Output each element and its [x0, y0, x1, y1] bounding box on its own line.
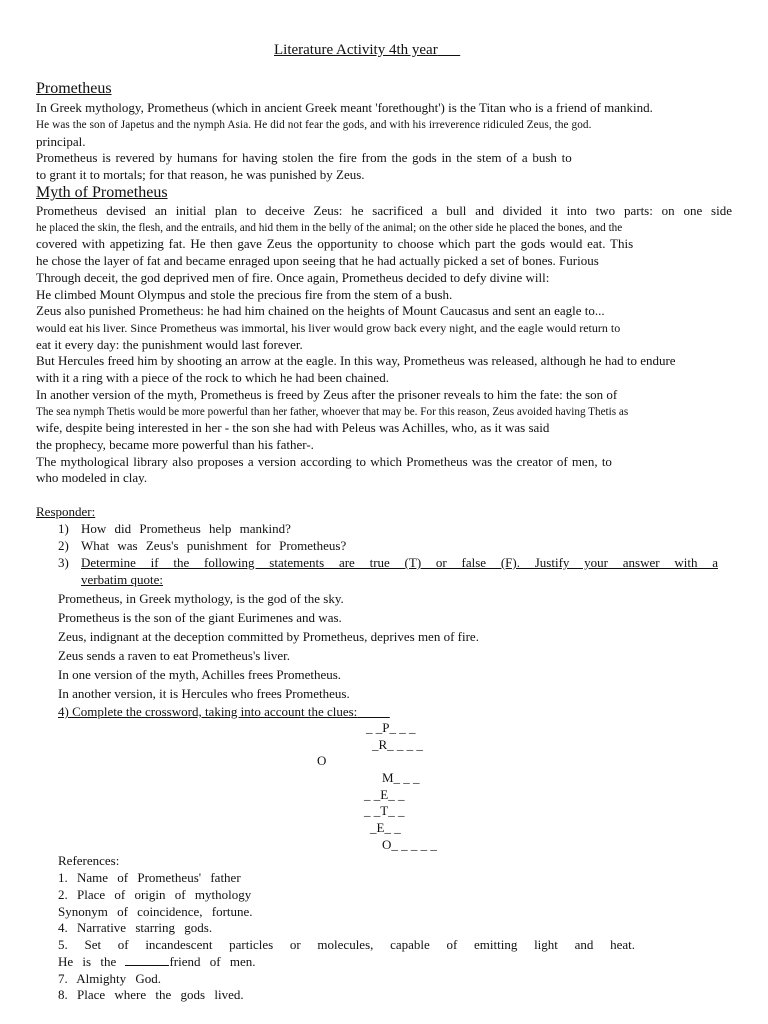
- reference-clue: He is the friend of men.: [58, 954, 256, 969]
- statement: Prometheus, in Greek mythology, is the god of the sky.: [58, 591, 344, 606]
- crossword-row: _R_ _ _ _: [372, 737, 423, 752]
- section-heading-myth: Myth of Prometheus: [36, 184, 168, 201]
- question-number: 1): [58, 521, 69, 536]
- section-heading-prometheus: Prometheus: [36, 80, 112, 97]
- paragraph-line: Prometheus devised an initial plan to deceive Zeus: he sacrificed a bull and divided it into two parts: on one side: [36, 203, 732, 218]
- paragraph-line: Zeus also punished Prometheus: he had him chained on the heights of Mount Caucasus and sent an eagle to...: [36, 303, 605, 318]
- paragraph-line: wife, despite being interested in her - the son she had with Peleus was Achilles, who, as it was said: [36, 420, 550, 435]
- question-2: What was Zeus's punishment for Prometheus?: [81, 538, 347, 553]
- statement: In one version of the myth, Achilles frees Prometheus.: [58, 667, 342, 682]
- reference-clue: Synonym of coincidence, fortune.: [58, 904, 253, 919]
- paragraph-line: would eat his liver. Since Prometheus was immortal, his liver would grow back every night, and the eagle would return to: [36, 321, 621, 335]
- paragraph-line: principal.: [36, 134, 86, 149]
- reference-clue: 5. Set of incandescent particles or molecules, capable of emitting light and heat.: [58, 937, 635, 952]
- statement: Prometheus is the son of the giant Eurimenes and was.: [58, 610, 342, 625]
- statement: Zeus, indignant at the deception committed by Prometheus, deprives men of fire.: [58, 629, 479, 644]
- statement: In another version, it is Hercules who frees Prometheus.: [58, 686, 350, 701]
- paragraph-line: he chose the layer of fat and became enraged upon seeing that he had actually picked a set of bones. Furious: [36, 253, 599, 268]
- paragraph-line: covered with appetizing fat. He then gave Zeus the opportunity to choose which part the gods would eat. This: [36, 236, 634, 251]
- question-number: 3): [58, 555, 69, 570]
- paragraph-line: who modeled in clay.: [36, 470, 148, 485]
- crossword-row: _ _E_ _: [364, 787, 405, 802]
- paragraph-line: The sea nymph Thetis would be more powerful than her father, whoever that may be. For this reason, Zeus avoided having Thetis as: [36, 406, 629, 418]
- answer-blank[interactable]: [125, 954, 169, 966]
- crossword-row: O_ _ _ _ _: [382, 837, 437, 852]
- paragraph-line: Prometheus is revered by humans for having stolen the fire from the gods in the stem of a bush to: [36, 150, 572, 165]
- crossword-row: _ _T_ _: [364, 803, 405, 818]
- reference-clue: 2. Place of origin of mythology: [58, 887, 252, 902]
- crossword-stray-letter: O: [317, 753, 327, 768]
- crossword-row: M_ _ _: [382, 770, 420, 785]
- paragraph-line: In Greek mythology, Prometheus (which in ancient Greek meant 'forethought') is the Titan who is a friend of mankind.: [36, 100, 653, 115]
- paragraph-line: He climbed Mount Olympus and stole the precious fire from the stem of a bush.: [36, 287, 453, 302]
- page-title: Literature Activity 4th year: [274, 42, 438, 58]
- reference-clue: 4. Narrative starring gods.: [58, 920, 213, 935]
- paragraph-line: eat it every day: the punishment would last forever.: [36, 337, 303, 352]
- paragraph-line: The mythological library also proposes a version according to which Prometheus was the creator of men, to: [36, 454, 612, 469]
- reference-clue: 7. Almighty God.: [58, 971, 162, 986]
- crossword-row: _ _P_ _ _: [366, 720, 416, 735]
- reference-clue: 8. Place where the gods lived.: [58, 987, 244, 1002]
- reference-clue: 1. Name of Prometheus' father: [58, 870, 241, 885]
- paragraph-line: the prophecy, became more powerful than his father-.: [36, 437, 314, 452]
- question-number: 2): [58, 538, 69, 553]
- references-label: References:: [58, 853, 120, 868]
- question-3: Determine if the following statements are true (T) or false (F). Justify your answer with a: [81, 555, 718, 570]
- paragraph-line: to grant it to mortals; for that reason, he was punished by Zeus.: [36, 167, 365, 182]
- paragraph-line: But Hercules freed him by shooting an arrow at the eagle. In this way, Prometheus was released, although he had to endure: [36, 353, 676, 368]
- paragraph-line: with it a ring with a piece of the rock to which he had been chained.: [36, 370, 390, 385]
- paragraph-line: He was the son of Japetus and the nymph Asia. He did not fear the gods, and with his irreverence ridiculed Zeus, the god.: [36, 119, 592, 131]
- statement: Zeus sends a raven to eat Prometheus's liver.: [58, 648, 290, 663]
- paragraph-line: In another version of the myth, Prometheus is freed by Zeus after the prisoner reveals to him the fate: the son of: [36, 387, 618, 402]
- paragraph-line: he placed the skin, the flesh, and the entrails, and hid them in the belly of the animal; on the other side he placed the bones, and the: [36, 222, 623, 234]
- paragraph-line: Through deceit, the god deprived men of fire. Once again, Prometheus decided to defy divine will:: [36, 270, 550, 285]
- crossword-row: _E_ _: [370, 820, 401, 835]
- question-1: How did Prometheus help mankind?: [81, 521, 291, 536]
- question-3-continued: verbatim quote:: [81, 572, 163, 587]
- responder-label: Responder:: [36, 504, 96, 519]
- question-4: 4) Complete the crossword, taking into account the clues:: [58, 704, 358, 719]
